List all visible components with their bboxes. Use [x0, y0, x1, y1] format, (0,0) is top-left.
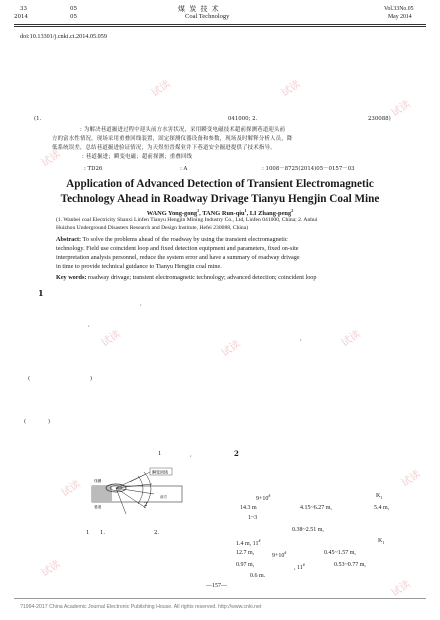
watermark-text: 试读: [59, 478, 83, 500]
body-mark: ,: [140, 301, 142, 307]
row-6-b2: 0.45~1.57 m,: [324, 550, 356, 556]
figure-label-coil: 线圈: [94, 479, 102, 483]
abstract-cn-line2: 方的富水性情况，现场采用重叠回线装置，固定探测仪器设备和参数，现场及时解释分析人员，降: [52, 136, 293, 142]
keywords-cn: : 巷道掘进；瞬变电磁；超前探测；重叠回线: [82, 154, 193, 160]
body-mark: ): [48, 419, 51, 425]
watermark-text: 试读: [389, 578, 413, 600]
figure-label-loop: 瞬变回线: [152, 469, 168, 475]
figure-1: [86, 462, 188, 524]
doi: doi:10.13301/j.cnki.ct.2014.05.059: [20, 33, 107, 40]
row-2-c: 5.4 m,: [374, 505, 390, 511]
keywords-label: Key words:: [56, 274, 87, 281]
figure-label-roadway: 巷道: [94, 505, 102, 509]
watermark-text: 试读: [339, 328, 363, 350]
watermark-text: 试读: [399, 468, 423, 490]
watermark-text: 试读: [219, 338, 243, 360]
body-mark: ,: [88, 322, 90, 328]
figure-caption-mark: 1: [86, 530, 90, 536]
author-3: LI Zhang-peng: [249, 210, 292, 218]
authors: WANG Yong-gong$^1$, TANG Run-qiu$^1$, LI Zhang-peng$^2$: [146, 208, 294, 218]
row-6-b: 9+10#: [272, 550, 287, 559]
clc-number: : TD26: [84, 166, 103, 172]
body-mark: (: [24, 419, 27, 425]
row-1-k: $K_1$: [376, 493, 383, 501]
row-6-a: 12.7 m,: [236, 550, 255, 556]
watermark-text: 试读: [99, 328, 123, 350]
abstract-cn-line3: 低系统误差，总结巷道掘进验证情况，为天煜恒晋煤业井下巷道安全掘进提供了技术指导。: [52, 145, 276, 151]
body-mark: ): [90, 376, 93, 382]
body-mark: 1: [158, 451, 162, 457]
watermark-text: 试读: [39, 148, 63, 170]
watermark-text: 试读: [149, 78, 173, 100]
row-3-a: 1~3: [248, 515, 258, 521]
header-rule-thin: [14, 26, 426, 27]
row-5-k: $K_1$: [378, 538, 385, 546]
header-vol: 33: [20, 6, 27, 12]
row-7-b: , 11#: [294, 562, 305, 571]
article-id: : 1008－8725(2014)05－0157－03: [262, 166, 355, 172]
affil-num: (1.: [34, 116, 42, 122]
figure-label-ahead: 前方: [160, 495, 168, 499]
row-7-a: 0.97 m,: [236, 562, 255, 568]
abstract-en-line3: interpretation analysis personnel, reduce the system error and have a summary of roadway drivage: [56, 254, 300, 261]
author-1: WANG Yong-gong: [146, 210, 198, 218]
section-heading-1: 1: [38, 288, 44, 298]
body-mark: ,: [300, 336, 302, 342]
header-journal-en: Coal Technology: [185, 13, 230, 20]
abstract-label: Abstract:: [56, 236, 82, 243]
abstract-en-line4: in time to provide technical guidance to Tianyu Hengjin coal mine.: [56, 263, 222, 270]
row-7-b2: 0.53~0.77 m,: [334, 562, 366, 568]
body-mark: (: [28, 376, 31, 382]
row-8-b: 0.6 m.: [250, 573, 266, 579]
affil-code1: 041000; 2.: [228, 116, 258, 122]
doc-code: : A: [180, 166, 188, 172]
affiliation-en-line2: Huizhou Underground Disasters Research and Design Institute, Hefei 230088, China): [56, 225, 249, 231]
abstract-en-line2: technology. Field use coincident loop and fixed detection equipment and parameters, fixed on-site: [56, 245, 299, 252]
title-en-line2: Technology Ahead in Roadway Drivage Tianyu Hengjin Coal Mine: [60, 193, 380, 205]
header-journal-cn: 煤 炭 技 术: [178, 5, 220, 13]
affiliation-en-line1: (1. Wanbei coal Electricity Shanxi Linfen Tianyu Hengjin Mining Industry Co., Ltd, Linfen 041000, China; 2. Anhui: [56, 217, 318, 223]
row-1: 9+10#: [256, 493, 271, 502]
abstract-en-line1: Abstract: To solve the problems ahead of the roadway by using the transient electromagnetic: [56, 236, 288, 243]
header-year: 2014: [14, 14, 28, 20]
copyright-footer: ?1994-2017 China Academic Journal Electronic Publishing House. All rights reserved. http://www.cnki.net: [20, 604, 262, 610]
affil-code2: 230088): [368, 116, 391, 122]
abstract-cn-line1: : 为解决巷道掘进过程中迎头前方水害状况，采用瞬变电磁技术超前探测巷道迎头前: [80, 127, 286, 133]
title-en-line1: Application of Advanced Detection of Transient Electromagnetic: [66, 178, 374, 190]
header-issue: 05: [70, 6, 77, 12]
header-date: May 2014: [388, 14, 412, 20]
row-2-b: 4.15~6.27 m,: [300, 505, 332, 511]
figure-caption-label: 1.: [100, 530, 106, 536]
row-5: 1.4 m, 11#: [236, 538, 261, 547]
header-month: 05: [70, 14, 77, 20]
header-rule: [14, 24, 426, 25]
page-number: —157—: [206, 583, 227, 589]
author-2: TANG Run-qiu: [202, 210, 245, 218]
figure-1-drawing: [86, 462, 188, 524]
footer-rule: [14, 598, 426, 599]
figure-number: 2: [144, 502, 148, 508]
body-mark: ,: [190, 452, 192, 458]
watermark-text: 试读: [389, 98, 413, 120]
row-4-b: 0.38~2.51 m,: [292, 527, 324, 533]
section-heading-2: 2: [234, 449, 239, 458]
watermark-text: 试读: [39, 558, 63, 580]
keywords-en: Key words: roadway drivage; transient electromagnetic technology; advanced detection; coincident loop: [56, 274, 317, 281]
figure-caption-label: 2.: [154, 530, 160, 536]
watermark-text: 试读: [279, 78, 303, 100]
header-vol-issue: Vol.33No.05: [384, 6, 414, 12]
row-2-a: 14.3 m: [240, 505, 257, 511]
